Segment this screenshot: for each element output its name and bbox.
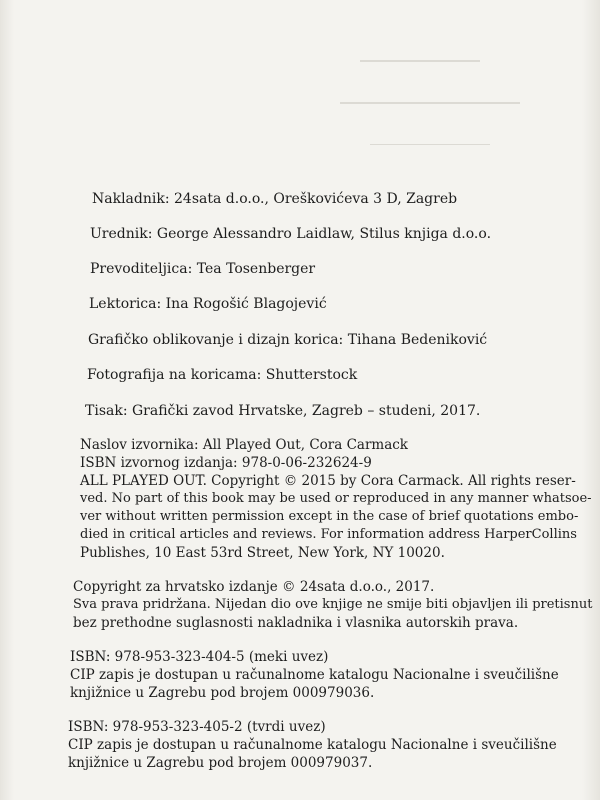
rights-reserved-line: Sva prava pridržana. Nijedan dio ove knjige ne smije biti objavljen ili pretisnut (73, 597, 593, 612)
original-copyright-line: died in critical articles and reviews. For information address HarperCollins (80, 527, 577, 542)
original-address-line: Publishes, 10 East 53rd Street, New York, NY 10020. (80, 545, 445, 561)
proofreader-line: Lektorica: Ina Rogošić Blagojević (89, 296, 327, 312)
translator-line: Prevoditeljica: Tea Tosenberger (90, 261, 316, 277)
design-line: Grafičko oblikovanje i dizajn korica: Tihana Bedeniković (88, 332, 488, 348)
cip-soft-line: knjižnice u Zagrebu pod brojem 000979036. (70, 685, 375, 701)
print-line: Tisak: Grafički zavod Hrvatske, Zagreb – studeni, 2017. (85, 403, 481, 419)
original-title-line: Naslov izvornika: All Played Out, Cora Carmack (80, 437, 408, 453)
cip-hard-line: knjižnice u Zagrebu pod brojem 000979037. (68, 755, 373, 771)
isbn-hard-block (68, 718, 557, 772)
croatian-copyright-line: Copyright za hrvatsko izdanje © 24sata d.o.o., 2017. (73, 579, 435, 595)
original-isbn-line: ISBN izvornog izdanja: 978-0-06-232624-9 (80, 455, 372, 471)
cip-soft-line: CIP zapis je dostupan u računalnome katalogu Nacionalne i sveučilišne (70, 667, 559, 683)
original-edition-block (80, 436, 592, 562)
publisher-line: Nakladnik: 24sata d.o.o., Oreškovićeva 3 D, Zagreb (92, 191, 458, 207)
isbn-hard-line: ISBN: 978-953-323-405-2 (tvrdi uvez) (68, 719, 326, 735)
isbn-soft-block (70, 648, 559, 702)
editor-line: Urednik: George Alessandro Laidlaw, Stilus knjiga d.o.o. (90, 226, 492, 242)
isbn-soft-line: ISBN: 978-953-323-404-5 (meki uvez) (70, 649, 329, 665)
original-copyright-line: ALL PLAYED OUT. Copyright © 2015 by Cora Carmack. All rights reser- (80, 473, 576, 489)
original-copyright-line: ved. No part of this book may be used or reproduced in any manner whatsoe- (80, 491, 592, 506)
cip-hard-line: CIP zapis je dostupan u računalnome katalogu Nacionalne i sveučilišne (68, 737, 557, 753)
cover-photo-line: Fotografija na koricama: Shutterstock (87, 367, 358, 383)
original-copyright-line: ver without written permission except in the case of brief quotations embo- (80, 509, 579, 524)
croatian-copyright-block (73, 578, 592, 632)
rights-reserved-line: bez prethodne suglasnosti nakladnika i vlasnika autorskih prava. (73, 615, 519, 631)
